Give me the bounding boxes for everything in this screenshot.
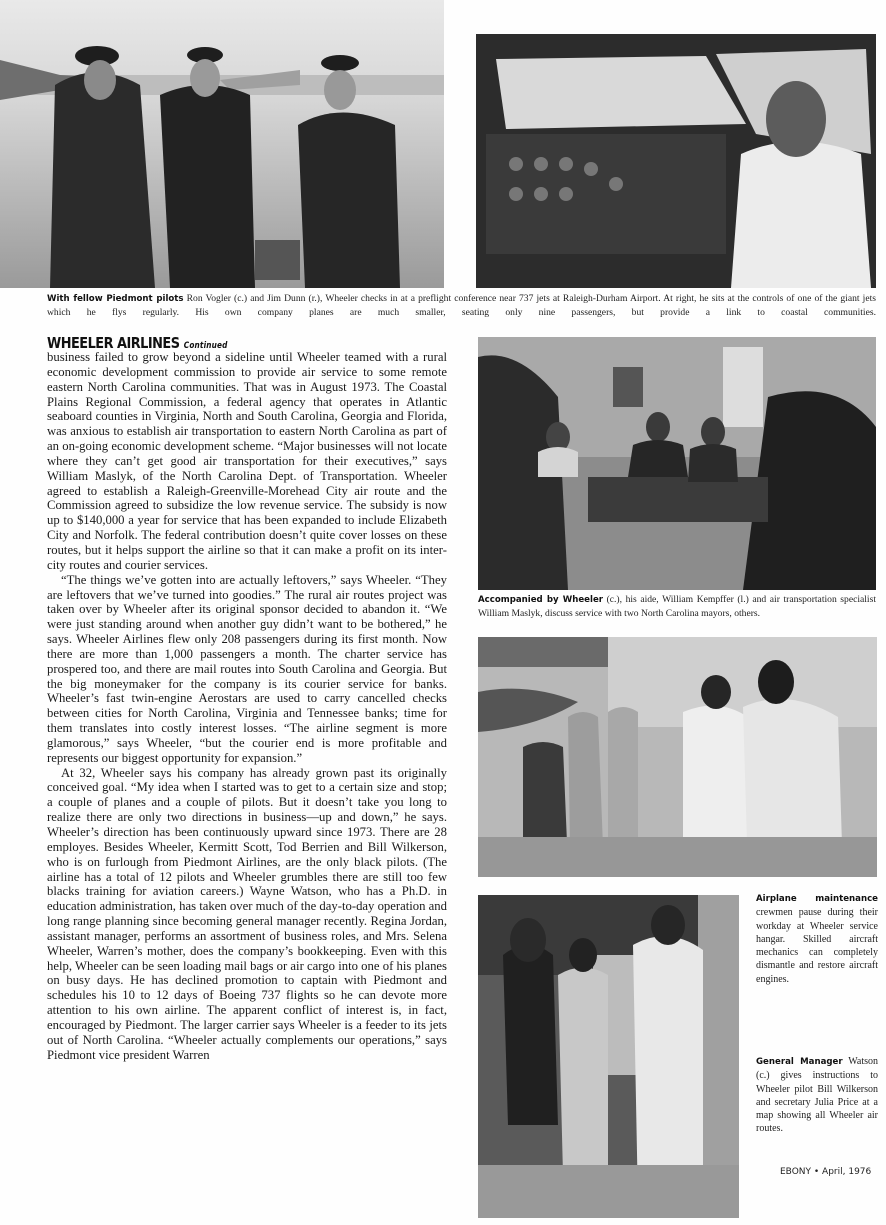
caption-pilots xyxy=(47,292,876,319)
caption-text: (c.), his aide, William Kempffer (l.) and air transportation specialist William Maslyk, discuss service with two North Carolina mayors, others. xyxy=(478,594,876,619)
photo-meeting xyxy=(478,337,876,590)
photo-general-manager-map xyxy=(478,895,739,1218)
caption-text: crewmen pause during their workday at Wheeler service hangar. Skilled aircraft mechanics can completely dismantle and restore aircraft engines. xyxy=(756,907,878,985)
headline-title: WHEELER AIRLINES xyxy=(47,334,180,352)
headline-continued: Continued xyxy=(183,341,228,351)
photo-cockpit xyxy=(476,34,876,288)
caption-lead: General Manager xyxy=(756,1057,843,1067)
caption-maintenance xyxy=(756,892,878,986)
article-paragraph: “The things we’ve gotten into are actually leftovers,” says Wheeler. “They are leftovers that we’ve turned into goodies.” The rural air routes project was taken over by Wheeler after its original sponsor decided to abandon it. “We were just standing around when another guy didn’t want to be bothered,” he says. Wheeler Airlines flew only 208 passengers during its first month. Now there are more than 1,000 passengers a month. The charter service has prospered too, and there are mail routes into South Carolina and Georgia. But the big moneymaker for the company is its courier service for banks. Wheeler’s fast twin-engine Aerostars are used to carry cancelled checks between cities for North Carolina, Virginia and Tennessee banks; time for them translates into costly interest losses. “The airline segment is more glamorous,” says Wheeler, “but the courier end is more profitable and represents our biggest opportunity for expansion.” xyxy=(47,572,447,765)
caption-general-manager xyxy=(756,1055,878,1136)
article-paragraph: At 32, Wheeler says his company has already grown past its originally conceived goal. “My idea when I started was to get to a certain size and stop; a couple of planes and a couple of pilots. But it doesn’t take you long to realize there are only two directions in business—up and down,” he says. Wheeler’s direction has been continuously upward since 1973. There are 28 employes. Besides Wheeler, Kermitt Scott, Tod Berrien and Bill Wilkerson, who is on furlough from Piedmont Airlines, are the only black pilots. (The airline has a total of 12 pilots and Wheeler grumbles there are still too few blacks training for aviation careers.) Wayne Watson, who has a Ph.D. in education administration, has taken over much of the day-to-day operation and long range planning since becoming general manager recently. Regina Jordan, assistant manager, performs an assortment of business roles, and Mrs. Selena Wheeler, Warren’s mother, does the company’s bookkeeping. Even with this help, Wheeler can be seen loading mail bags or air cargo into one of his planes on busy days. He has declined promotion to captain with Piedmont and schedules his 10 to 12 days of Boeing 737 flights so he can devote more attention to his own airline. The apparent conflict of interest is, in fact, encouraged by Piedmont. The larger carrier says Wheeler is a feeder to its jets out of North Carolina. “Wheeler actually complements our operations,” says Piedmont vice president Warren xyxy=(47,765,447,1062)
photo-pilots-on-tarmac xyxy=(0,0,444,288)
caption-text: Ron Vogler (c.) and Jim Dunn (r.), Wheeler checks in at a preflight conference near 737 jets at Raleigh-Durham Airport. At right, he sits at the controls of one of the giant jets which he flys regularly. His own company planes are much smaller, seating only nine passengers, but provide a link to coastal communities. xyxy=(47,293,876,318)
article-paragraph: business failed to grow beyond a sideline until Wheeler teamed with a rural economic development commission to provide air service to some remote eastern North Carolina communities. That was in August 1973. The Coastal Plains Regional Commission, a federal agency that operates in Atlantic seaboard counties in Virginia, North and South Carolina, Georgia and Florida, was anxious to establish air transportation to eastern North Carolina as part of an on-going economic development scheme. “Major businesses will not locate where they can’t get good air transportation for their executives,” says William Maslyk, of the North Carolina Dept. of Transportation. Wheeler agreed to establish a Raleigh-Greenville-Morehead City air route and the Commission agreed to subsidize the low revenue service. The subsidy is now up to $140,000 a year for service that has been expanded to include Elizabeth City and Norfolk. The federal contribution doesn’t quite cover losses on these routes, but it helps support the airline so that it can make a profit on its inter-city routes and courier services. xyxy=(47,350,447,572)
caption-lead: With fellow Piedmont pilots xyxy=(47,294,184,304)
caption-meeting xyxy=(478,593,876,620)
page-footer: EBONY • April, 1976 xyxy=(780,1167,872,1177)
caption-lead: Accompanied by Wheeler xyxy=(478,595,604,605)
article-body xyxy=(47,350,447,1063)
caption-text: Watson (c.) gives instructions to Wheeler pilot Bill Wilkerson and secretary Julia Price at a map showing all Wheeler air routes. xyxy=(756,1056,878,1135)
photo-hangar-maintenance xyxy=(478,637,877,877)
caption-lead: Airplane maintenance xyxy=(756,894,878,904)
